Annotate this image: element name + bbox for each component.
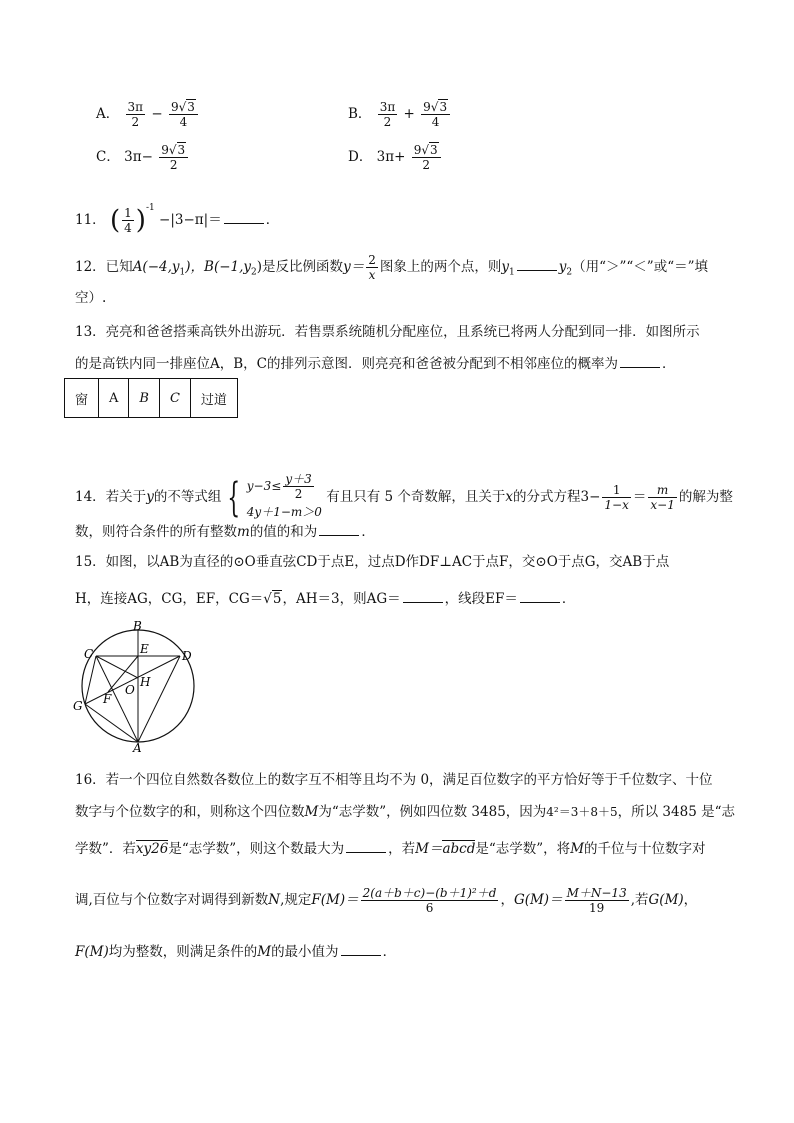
seat-window: 窗 [65,379,99,418]
question-14-cont: 数，则符合条件的所有整数m的值的和为 ． [75,521,375,542]
question-12-cont: 空）. [75,290,107,306]
circle-figure [70,620,210,752]
question-13-line1: 13．亮亮和爸爸搭乘高铁外出游玩．若售票系统随机分配座位，且系统已将两人分配到同一排．如图所示 [75,324,700,340]
label-c: C [84,647,94,661]
label-g: G [73,699,83,713]
fraction: $\frac{y+3}{2}$ [285,472,312,501]
answer-blank[interactable] [341,941,381,956]
question-13-line2: 的是高铁内同一排座位A，B，C的排列示意图．则亮亮和爸爸被分配到不相邻座位的概率为 ． [75,353,676,374]
question-15-line1: 15．如图，以AB为直径的⊙O垂直弦CD于点E，过点D作DF⊥AC于点F，交⊙O于点G，交AB于点 [75,554,670,570]
fraction: $\frac{2}{x}$ [368,253,376,282]
seat-a: A [99,379,129,418]
label-d: D [182,649,192,663]
answer-blank[interactable] [224,209,264,224]
fraction: $\frac{9√3}{2}$ [159,143,188,172]
answer-blank[interactable] [403,588,443,603]
label-o: O [125,683,135,697]
option-a: A． $\frac{3\pi}{2}$ − $\frac{9√3}{4}$ [96,100,200,129]
seat-diagram [64,378,238,418]
option-b: B． $\frac{3\pi}{2}$ + $\frac{9√3}{4}$ [348,100,452,129]
fraction: $\frac{9√3}{2}$ [412,143,441,172]
inequality-system: y−3≤ $\frac{y+3}{2}$ 4y＋1−m＞0 [246,472,322,519]
question-16-line1: 16．若一个四位自然数各数位上的数字互不相等且均不为 0，满足百位数字的平方恰好等于千位数字、十位 [75,772,713,788]
answer-blank[interactable] [319,521,359,536]
fraction: $\frac{9√3}{4}$ [421,100,450,129]
label-b: B [133,620,142,633]
fraction: $\frac{3\pi}{2}$ [127,100,144,129]
fraction: $\frac{\text{2(a＋b＋c)−(b＋1)²＋d}}{6}$ [362,886,497,915]
question-16-line2: 数字与个位数字的和，则称这个四位数M为“志学数”，例如四位数 3485，因为4²＝3＋8＋5，所以 3485 是“志 [75,804,735,820]
answer-blank[interactable] [517,256,557,271]
seat-b: B [129,379,160,418]
answer-blank[interactable] [620,353,660,368]
label-h: H [140,675,151,689]
seat-aisle: 过道 [190,379,237,418]
question-16-line3: 学数”．若xy26是“志学数”，则这个数最大为 ，若M＝abcd是“志学数”，将M的千位与十位数字对 [75,838,706,859]
label-e: E [140,642,149,656]
fraction: $\frac{1}{4}$ [124,206,132,235]
seat-c: C [159,379,190,418]
fraction: $\frac{m}{x-1}$ [650,483,675,512]
fraction: $\frac{1}{1-x}$ [604,483,629,512]
question-12: 12．已知$A(-4,y_1)$，$B(-1,y_2)$是反比例函数y＝ $\frac{2}{x}$ 图象上的两个点，则$y_1$ $y_2$（用“＞”“＜”或“＝”填 [75,253,709,282]
question-16-line5: F(M)均为整数，则满足条件的M的最小值为 ． [75,941,396,962]
question-15-line2: H，连接AG，CG，EF，CG＝√5，AH＝3，则AG＝ ，线段EF＝ ． [75,588,575,609]
fraction: $\frac{9√3}{4}$ [169,100,198,129]
option-c: C． 3π− $\frac{9√3}{2}$ [96,143,190,172]
question-14: 14．若关于y的不等式组 { y−3≤ $\frac{y+3}{2}$ 4y＋1−m＞0 有且只有 5 个奇数解，且关于x的分式方程3− $\frac{1}{1-x}$ ＝ $\frac{m}{x-1}$ 的解为整 [75,472,733,523]
question-11: 11． ( $\frac{1}{4}$ )$^{-1}$ −|3−π|＝ ． [75,203,280,236]
question-16-line4: 调,百位与个位数字对调得到新数N,规定F(M)＝ $\frac{\text{2(a＋b＋c)−(b＋1)²＋d}}{6}$ ，G(M)＝ $\frac{M+N-13}{19}$ ,若G(M)， [75,886,698,915]
answer-blank[interactable] [520,588,560,603]
option-d: D． 3π+ $\frac{9√3}{2}$ [348,143,443,172]
fraction: $\frac{M+N-13}{19}$ [566,886,627,915]
answer-blank[interactable] [346,838,386,853]
fraction: $\frac{3\pi}{2}$ [379,100,396,129]
label-a: A [133,741,142,752]
label-f: F [103,692,112,706]
